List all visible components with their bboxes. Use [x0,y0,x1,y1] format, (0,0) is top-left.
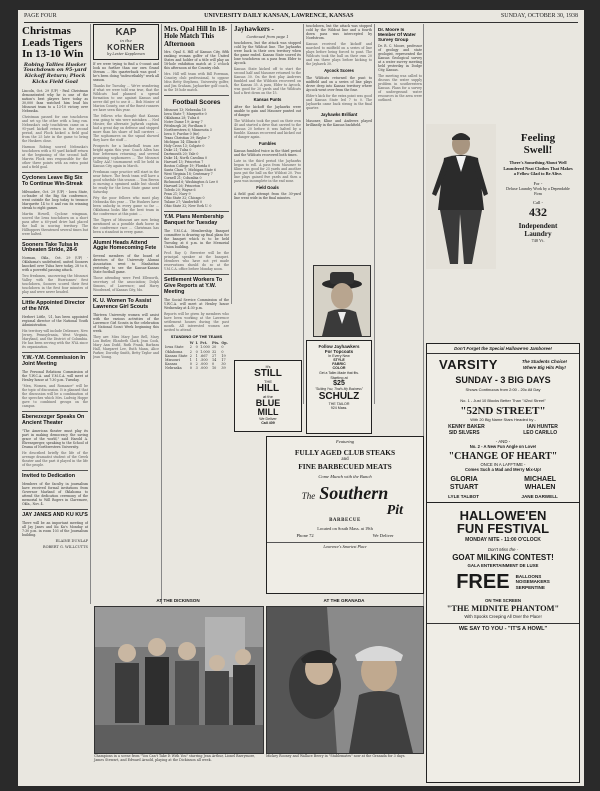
standings-cell: 0 [189,362,192,367]
standings-cell: 0 [195,349,198,354]
varsity-and: - AND - [495,439,511,444]
standings-col-header: L [195,341,199,346]
scouts-lead: Thirteen University women will assist with the various activities of the Lawrence Girl Scouts in the celebration of National Scout Week beginning this week. [93,313,159,334]
column-5: touchdown, but the attack was stopped cold by the Wildcat line and a fourth down pass was intercepted by Nordstrom. Kansas received the kickoff and marched to midfield on a series of line plays before being forced to punt. The Wildcats took the ball on their own 20 and ran three plays before kicking to the Jayhawk 30. Aycock Scores The Wildcats returned the punt to midfield and on a series of line plays drove deep into Kansas territory where Aycock went over from the four. Elder's kick for the extra point was good and Kansas State led 7 to 0. The Jayhawks came back strong in the final quarter. Jayhawks Brilliant Masoner, Kline and Andrews played brilliantly in the Kansas backfield. [306,24,372,128]
brilliant-text: Masoner, Kline and Andrews played brilliantly in the Kansas backfield. [306,119,372,128]
column-6: Dr. Moore Is Member Of Water Survey Group Dr. R. C. Moore, professor of geology and state geologist, represented the Kansas Geological survey at a water survey meeting held yesterday in Dodge City, Kansas. The meeting was called to discuss the water supply problem in southwestern Kansas. Plans for a survey of underground water resources in the area were outlined. [378,27,422,103]
fieldgoals-head: Field Goals [256,184,279,190]
kap-korner-logo [93,24,159,60]
schulz-tailor-ad [306,340,372,434]
laundry-address: 740 Vt. [531,237,545,243]
granada-caption: Mickey Rooney and Wallace Beery in "Stablemates" now at the Granada for 3 days. [266,754,406,758]
varsity-times: Shows Continuous from 2:00 - 20c All Day [465,387,541,392]
varsity-tag2: Where Big Hits Play! [522,364,566,370]
punts-text: After the kickoff the Jayhawks were unable to gain and Masoner punted out of danger. [234,104,301,117]
kap-text: If we were trying to find a 0-count and look no further than our own Grand Stream ... His quarterback was good - he's been doing "indescribably" work all season. [93,61,159,82]
schulz-tagline: "Suiting You, That's My Business" [315,387,363,391]
moore-headline: Dr. Moore Is Member Of Water Survey Group [378,27,416,43]
varsity-film3: "THE MIDNITE PHANTOM" [446,604,560,613]
independent-laundry-ad [498,128,578,338]
fumbles-head: Fumbles [258,140,277,146]
granada-photo [266,606,424,754]
score-line: Ohio State 32; Chicago 0 [164,196,205,201]
score-line: Pittsburgh 26; Fordham 0 [164,124,206,129]
varsity-film2-sub2: Comes Such a Mad and Merry Mix-Up! [464,467,542,472]
standings-cell: 2 [189,353,192,358]
standings-cell: 14 [211,357,217,362]
column-1: Christmas Leads Tigers In 13-10 Win Robing Tallies Husker Touchdown on 95-yard Kickoff Return; Plock Kicks Field Goal Lincoln, Oct. 29 (UP) - Paul Christman demonstrated why he is one of the nation's best players here today as 30,000 fans watched him lead his Missouri team to a 13-10 victory over Nebraska. Christman passed for one touchdown and set up the other with a long run. Nebraska's only touchdown came on a 95-yard kickoff return in the second period, and Plock kicked a field goal from the 25 late in the game to bring the Huskers close. Harmon Robing scored Nebraska's touchdown with a 95 yard kickoff return at the beginning of the second half. Marvin Plock was responsible for the other three points with an extra point and a field goal. Cyclones Leave Big Six To Continue Win-Streak Milwaukee, Oct. 29 (UP) - Iowa State, co-leader of the Big Six conference, went outside the loop today to trounce Marquette 14 to 0 and run its winning streak to eight games. Martin Howell, Cyclone wingman, scored the Iowa touchdown on a short pass after a 60-yard drive had placed the ball in scoring territory. The Hilltoppers threatened several times but were halted. Sooners Take Tulsa In Unbeaten Stride, 28-6 Norman, Okla., Oct. 29 (UP) - Oklahoma's undefeated, united Sooners knocked over Tulsa here today, 28 to 6, with a powerful passing attack. Two freshmen, uncovering the Missouri Valley with the Hurricanes' first touchdown, Sooners scored their first touchdown in the first four minutes of play and were never headed. Little Appointed Director of the NYA Herbert Little, '21, has been appointed regional director of the National Youth Administration. His territory will include Delaware, New Jersey, Pennsylvania, West Virginia, Maryland, and the District of Columbia. He has been serving with the NYA since its organization. Y.W.-Y.M. Commission In Joint Meeting The Personal Relations Commission of the Y.W.C.A. and Y.M.C.A. will meet at Henley house at 7:30 p.m. Tuesday. "Men, Women, and Romance" will be the topic of discussion. It is planned that the discussion will be a combination of the speeches which Mrs. Ludwig Hoppe gave to combined groups on the campus. Ebenezezger Speaks On Ancient Theater "The American theater must play its part in making democracy the saving grace of the world," said Harold A. Ehrensperger, speaking to the School of Drama of Northwestern University. He described briefly the life of the average dramatist student of the Greek theater and the part it played in the life of the people. Invited to Dedication Members of the faculty in journalism have received formal invitations from Governor Marland of Oklahoma to attend the dedication ceremony of the memorial to Will Rogers in Claremore, Okla., Nov. 4. JAY JANES AND KU KU'S There will be an important meeting of all Jay Janes and Ku Ku's Monday at 7:30 p.m. in room 103 of the Journalism building. ELAINE DUNLAP ROBERT G. WILLCUTTS [22,25,88,549]
score-line: Missouri 13; Nebraska 10 [164,108,206,113]
standings-col-header: Pts. [211,341,220,346]
schulz-line5: FABRIC [332,362,346,366]
standings-cell: 0 [221,345,224,350]
kap-title: KAP [115,27,137,38]
score-line: Oklahoma 28; Tulsa 6 [164,116,200,121]
hill-lead: Mrs. Opal S. Hill of Kansas City, fifth ranking woman golfer of the United States and holder of a title will play an 18-hole exhibition match at 2 o'clock this afternoon at the Country club. [164,50,229,71]
southern-phone: Phone 72 [296,533,314,538]
southern-line1: FULLY AGED CLUB STEAKS [294,448,396,457]
standings-cell: 1.000 [200,349,210,354]
southern-pit-ad [266,436,424,594]
punts-head: Kansas Punts [253,97,282,103]
standings-cell: 27 [211,353,217,358]
varsity-star3: SID SILVERS [448,430,480,436]
varsity-free3: SERPENTINE [515,584,545,590]
score-line: Texas Christian 39; Baylor 7 [164,136,210,141]
laundry-model-photo [426,124,496,269]
varsity-film1: "52ND STREET" [460,405,546,417]
standings-cell: 20 [211,345,217,350]
score-line: Santa Clara 7; Michigan State 6 [164,168,216,173]
aycock-text: The Wildcats returned the punt to midfield and on a series of line plays drove deep into Kansas territory where Aycock went over from the four. [306,75,372,92]
standings-col-header: Op. [221,341,228,346]
varsity-top: Don't Forget the Special Hallowe'en Jamboree! [427,344,579,354]
score-line: Michigan 14; Illinois 0 [164,140,201,145]
standings-cell: Kansas [165,362,178,367]
varsity-fest2: FUN FESTIVAL [456,521,550,536]
bluemill-line3: THE [264,379,272,384]
schulz-price: $25 [333,380,345,387]
fieldgoals-text: A field goal attempt from the 30-yard line went wide in the final minutes. [234,192,301,201]
laundry-call: Call - [533,199,543,205]
moore-lead: Dr. R. C. Moore, professor of geology and state geologist, represented the Kansas Geological survey at a water survey meeting held yesterday in Dodge City, Kansas. [378,44,422,73]
standings-cell: Oklahoma [165,349,183,354]
christmas-lead: Lincoln, Oct. 29 (UP) - Paul Christman demonstrated why he is one of the nation's best players here today as 30,000 fans watched him lead his Missouri team to a 13-10 victory over Nebraska. [22,88,88,113]
schulz-line3: In Every New [328,354,350,358]
varsity-free2: NOISEMAKERS [515,579,550,585]
varsity-star6: MICHAEL [524,476,557,483]
standings-cell: 32 [211,349,217,354]
laundry-line3: There's Something About Well Laundered Neat Clothes That Makes a Fellow Glad to Be Alive. [503,160,573,177]
cyclones-headline: Cyclones Leave Big Six To Continue Win-Streak [22,174,83,187]
varsity-free: FREE [456,571,510,593]
score-line: Holy Cross 13; Colgate 0 [164,144,205,149]
standings-cell: .000 [200,366,208,371]
col5-text: touchdown, but the attack was stopped cold by the Wildcat line and a fourth down pass was intercepted by Nordstrom. [306,24,372,40]
score-line: Cornell 21; Columbia 0 [164,176,202,181]
varsity-screen: ON THE SCREEN [484,598,522,603]
settlement-lead: The Social Service Commission of the Y.W.C.A. will meet at Henley house Wednesday at 4:30 p.m. [164,297,229,310]
brilliant-head: Jayhawks Brilliant [320,111,358,117]
varsity-miss: Don't Miss the - [487,547,519,552]
bluemill-line5: at the [262,394,273,399]
standings-cell: 3 [195,366,198,371]
signature-1: ELAINE DUNLAP [55,538,88,543]
column-4: Jayhawkers - Continued from page 1 touchdown, but the attack was stopped cold by the Wildcat line. The Jayhawks were back in their own territory when the game ended. Kansas State scored its lone touchdown on a pass from Elder to Aycock. Kansas State kicked off to start the second half and Masoner returned to the Kansas 30. On the first play Andrews fumbled and the Wildcats recovered on the Kansas 35. A pass, Elder to Aycock, was good for 20 yards and the Wildcats had a first down on the 15. Kansas Punts After the kickoff the Jayhawks were unable to gain and Masoner punted out of danger. The Wildcats took the punt on their own 40 and started a drive that carried to the Kansas 20 before it was halted by a fumble. Kansas recovered and kicked out of danger again. Fumbles Kansas fumbled twice in the third period and the Wildcats recovered both times. Late in the third period the Jayhawks began to roll. A pass from Masoner to Kline was good for 25 yards and another pass put the ball on the Wildcat 20. Two line plays gained five yards and then a pass was incomplete in the end zone. Field Goals A field goal attempt from the 30-yard line went wide in the final minutes. [234,25,301,201]
settlement-headline: Settlement Workers To Give Reports at Y.W. Meeting [164,276,223,295]
laundry-line5: Deluxe Laundry Work by a Dependable Firm [506,185,570,196]
southern-name2: Southern [319,483,389,503]
hill-headline: Mrs. Opal Hill In 18-Hole Match This Afternoon [164,25,228,48]
sooners-lead: Norman, Okla., Oct. 29 (UP) - Oklahoma's undefeated, united Sooners knocked over Tulsa here today, 28 to 6, with a powerful passing attack. [22,256,88,273]
standings-cell: 1 [189,357,192,362]
newspaper-page [18,10,584,786]
bluemill-line9: Call 409 [261,421,275,425]
schulz-sub1: THE TAILOR [328,402,350,406]
ehrensperger-headline: Ebenezezger Speaks On Ancient Theater [22,414,85,427]
varsity-tag1: The Students Choice! [521,358,567,364]
varsity-days: SUNDAY - 3 BIG DAYS [455,375,551,385]
score-line: Iowa 0; Purdue 0 (tie) [164,132,200,137]
standings-cell: 0 [211,362,215,367]
standings-row [164,366,229,370]
kap-in-the: in the [120,38,132,43]
standings-cell: 2 [195,362,198,367]
varsity-film1-sub: With 20 Big Name Stars Headed by - [470,417,536,422]
standings-table [164,341,229,370]
score-line: Harvard 26; Princeton 7 [164,184,204,189]
varsity-gala: GALA ENTERTAINMENT DE LUXE [467,563,539,568]
score-line: Toledo 20; Wayne 6 [164,188,196,193]
schulz-name: SCHULZ [318,391,360,402]
jayjanes-lead: There will be an important meeting of all Jay Janes and Ku Ku's Monday at 7:30 p.m. in room 103 of the Journalism building. [22,520,88,537]
sooners-headline: Sooners Take Tulsa In Unbeaten Stride, 28-6 [22,241,79,254]
cyclones-lead: Milwaukee, Oct. 29 (UP) - Iowa State, co-leader of the Big Six conference, went outside the loop today to trounce Marquette 14 to 0 and run its winning streak to eight games. [22,189,88,210]
standings-cell: Nebraska [165,366,182,371]
varsity-star8: WHALEN [524,484,556,491]
varsity-no2: No. 2 - A New Fun Angle on Love! [469,444,537,449]
dickinson-label: AT THE DICKINSON [156,598,200,603]
score-line: Duke 14; North Carolina 0 [164,156,207,161]
standings-cell: 0 [189,366,192,371]
score-line: Boston College 19; Florida 0 [164,164,211,169]
varsity-goat: GOAT MILKING CONTEST! [452,553,554,562]
score-line: West Virginia 18; Centenary 7 [164,172,213,177]
score-line: Notre Dame 19; Army 7 [164,120,203,125]
standings-cell: Missouri [165,357,180,362]
aycock-head: Aycock Scores [324,68,354,73]
varsity-no1: No. 1 - Just 10 Blocks Better Than "42nd Street" [460,398,546,403]
southern-name3: Pit [386,503,403,518]
score-line: Ohio State 32; New York U. 0 [164,204,212,209]
varsity-free1: BALLOONS [515,573,542,579]
schulz-line1: Follow Jayhawkers [318,344,360,349]
kap-korner: KORNER [107,43,145,52]
score-line: Harvard 13; Princeton 7 [164,160,204,165]
dickinson-caption: Champions in a scene from "You Can't Take It With You" starring Jean Arthur, Lionel Barrymore, James Stewart, and Edward Arnold, playing at the Dickinson all week. [94,754,256,762]
score-line: Tulane 27; Vanderbilt 0 [164,200,203,205]
varsity-film2: "CHANGE OF HEART" [448,451,558,462]
standings-cell: Iowa State [165,345,184,350]
standings-cell: 0 [221,349,224,354]
ehrensperger-lead: "The American theater must play its part in making democracy the saving grace of the world," said Harold A. Ehrensperger, speaking to the School of Drama of Northwestern University. [22,429,88,450]
varsity-footer: WE SAY TO YOU - "IT'S A HOWL" [427,623,579,632]
varsity-fest-time: MONDAY NITE - 11:00 O'CLOCK [465,537,541,543]
issue-date: SUNDAY, OCTOBER 30, 1938 [500,13,578,19]
schulz-line8: Starting at [330,376,348,380]
southern-name1: The [301,491,316,501]
scores-headline: Football Scores [172,99,221,107]
bluemill-line7: MILL [257,407,279,417]
schulz-line7: Get a Taller-Made that fits. [319,371,359,375]
ym-lead: The Y.M.C.A. Membership Banquet committee is drawing up final plans for the banquet which is to be held Tuesday, at 6 p.m. in the Memorial Union building. [164,228,229,249]
laundry-feeling: Feeling [520,132,556,144]
standings-cell: Kansas State [165,353,188,358]
schulz-line2: For Topcoats [324,349,354,354]
standings-cell: .000 [200,362,208,367]
page-header [24,13,578,23]
dedication-lead: Members of the faculty in journalism have received formal invitations from Governor Marland of Oklahoma to attend the dedication ceremony of the memorial to Will Rogers in Claremore, Okla., Nov. 4. [22,481,88,506]
varsity-theater-ad [426,343,580,783]
christmas-subhead: Robing Tallies Husker Touchdown on 95-yard Kickoff Return; Plock Kicks Field Goal [23,61,87,85]
masthead: UNIVERSITY DAILY KANSAN, LAWRENCE, KANSAS [204,13,354,19]
dickinson-photo [94,606,264,754]
kap-byline: by Lester Kappleman [107,52,145,56]
schulz-line4: STYLE [333,358,345,362]
standings-cell: 1.000 [200,345,210,350]
jayjanes-headline: JAY JANES AND KU KU'S [22,511,88,518]
score-line: Richmond 6; Washington & Lee 0 [164,180,219,185]
laundry-name2: Laundry [524,229,552,238]
varsity-name: VARSITY [438,357,498,372]
standings-cell: 30 [221,362,226,367]
southern-line2: and [341,457,349,462]
alumni-lead: Several members of the board of directors of the University Alumni Association went to Manhattan yesterday to see the Kansas-Kansas State football game. [93,254,159,275]
score-line: Iowa State 7; Marquette 0 [164,112,207,117]
granada-label: AT THE GRANADA [323,598,365,603]
standings-cell: 2 [189,349,192,354]
laundry-number: 432 [529,204,547,219]
varsity-star10: JANE DARWELL [521,494,558,499]
alumni-headline: Alumni Heads Attend Aggie Homecoming Fete [93,239,157,252]
scores-list [164,108,229,208]
standings-col-header: W [189,341,194,346]
standings-cell: 1 [195,353,198,358]
score-line: Duke 21; Tulsa 0 [164,148,192,153]
standings-cell: 10 [211,366,217,371]
laundry-name1: Independent [518,221,558,230]
christmas-headline: Christmas Leads Tigers In 13-10 Win [22,25,84,61]
laundry-swell: Swell! [523,144,553,156]
little-lead: Herbert Little, '21, has been appointed regional director of the National Youth Administration. [22,315,88,328]
bluemill-line1: It's [265,364,271,369]
varsity-star2: IAN HUNTER [527,424,558,430]
score-line: Penn 21; Navy 9 [164,192,191,197]
southern-featuring: Featuring [336,439,354,444]
southern-footer: Lawrence's Smartest Place [267,542,423,549]
southern-address: Located on South Mass. at 19th [317,526,373,531]
standings-cell: 2 [189,345,192,350]
standings-cell: 0 [195,345,198,350]
schulz-sub2: 924 Mass. [330,406,348,410]
fumbles-text: Kansas fumbled twice in the third period and the Wildcats recovered both times. [234,148,301,157]
laundry-for: For - [533,180,543,186]
standings-col-header: Pct. [200,341,208,346]
jayhawkers-text: touchdown, but the attack was stopped cold by the Wildcat line. The Jayhawks were back in their own territory when the game ended. Kansas State scored its lone touchdown on a pass from Elder to Aycock. [234,41,301,66]
varsity-star5: GLORIA [450,476,478,483]
page-label: PAGE FOUR [24,13,57,19]
standings-cell: 17 [221,357,226,362]
bluemill-line6: BLUE [255,398,281,408]
ywym-lead: The Personal Relations Commission of the Y.W.C.A. and Y.M.C.A. will meet at Henley house at 7:30 p.m. Tuesday. [22,370,88,383]
score-line: Northwestern 6; Minnesota 3 [164,128,212,133]
standings-cell: 1 [195,357,198,362]
standings-cell: .667 [200,353,208,358]
varsity-fest1: HALLOWE'EN [459,508,547,523]
score-line: Dartmouth 20; Yale 0 [164,152,199,157]
ym-headline: Y.M. Plans Membership Banquet for Tuesday [164,214,224,227]
southern-line4: Come Munch with the Bunch [318,474,372,479]
standings-cell: 19 [221,353,226,358]
varsity-film2-sub1: ONCE IN A LAFFTIME - [480,462,526,467]
varsity-star1: KENNY BAKER [448,424,485,430]
varsity-star7: STUART [449,484,479,491]
bluemill-line2: STILL [254,368,282,379]
column-3: Mrs. Opal Hill In 18-Hole Match This Afternoon Mrs. Opal S. Hill of Kansas City, fifth ranking woman golfer of the United States and holder of a title will play an 18-hole exhibition match at 2 o'clock this afternoon at the Country club. Mrs. Hill will team with Bill Foreman, Country club professional, to oppose Miss Betty Stephens, University golfer, and Jim Graham, Jayhawker golf coach, in the 18 hole match. Football Scores Missouri 13; Nebraska 10 Iowa State 7; Marquette 0 Oklahoma 28; Tulsa 6 Notre Dame 19; Army 7 Pittsburgh 26; Fordham 0 Northwestern 6; Minnesota 3 Iowa 0; Purdue 0 (tie) Texas Christian 39; Baylor 7 Michigan 14; Illinois 0 Holy Cross 13; Colgate 0 Duke 21; Tulsa 0 Dartmouth 20; Yale 0 Duke 14; North Carolina 0 Harvard 13; Princeton 7 Boston College 19; Florida 0 Santa Clara 7; Michigan State 6 West Virginia 18; Centenary 7 Cornell 21; Columbia 0 Richmond 6; Washington & Lee 0 Harvard 26; Princeton 7 Toledo 20; Wayne 6 Penn 21; Navy 9 Ohio State 32; Chicago 0 Tulane 27; Vanderbilt 0 Ohio State 32; New York U. 0 Y.M. Plans Membership Banquet for Tuesday The Y.M.C.A. Membership Banquet committee is drawing up final plans for the banquet which is to be held Tuesday, at 6 p.m. in the Memorial Union building. Prof. Ray Q. Brewster will be the principal speaker at the banquet. Members who have not yet made reservations should do so at the Y.M.C.A. office before Monday noon. Settlement Workers To Give Reports at Y.W. Meeting The Social Service Commission of the Y.W.C.A. will meet at Henley house Wednesday at 4:30 p.m. Reports will be given by members who have been working at the Lawrence settlement houses during the past month. All interested women are invited to attend. STANDING OF THE TEAMS W L Pct. Pts. Op. Iowa State 2 0 1.000 20 0 Oklahoma 2 0 1.000 32 0 Kansas State 2 1 .667 27 19 Missouri 1 1 .500 14 17 Kansas 0 2 .000 0 30 Nebraska 0 3 .000 10 39 [164,25,229,371]
southern-deliver: We Deliver [372,533,394,538]
jayhawkers-continued: Continued from page 1 [246,35,289,40]
standings-headline: STANDING OF THE TEAMS [170,333,223,339]
varsity-star9: LYLE TALBOT [448,494,480,499]
little-headline: Little Appointed Director of the NYA [22,300,85,313]
column-2: KAP in the KORNER by Lester Kappleman If we were trying to find a 0-count and look no further than our own Grand Stream ... His quarterback was good - he's been doing "indescribably" work all season. Thanks for Tuesday ... We're wondering if what we were told was true, that the Wildcats had planned a spread formation to use against Kansas and never did get to use it ... Bob Mosier of Marion County, one of the finest runners we have seen this year. The fellows who thought that Kansas was going to win were mistaken ... Ned Mosier, the alternate Jayhawk captain, had a great day on defense and stopped more than his share of ball carriers ... The sophomores on the squad showed they have the stuff ... Prospects for a basketball team are bright again this year. Coach Allen has four lettermen returning, and several promising sophomores ... The Missouri Valley AAU tournament will be held in Kansas City again in March. Freshman cage practice will start in the near future. The frosh team will have a good schedule this season ... Tom Brown is nursing a sprained ankle but should be ready for the Iowa State game next Saturday. Pity the poor fellows who must play Nebraska this year ... The Huskers have been unlucky in every game so far ... Oklahoma looks like the best team in the conference at this point ... The Tigers of Missouri are now being mentioned as a possible dark horse in the conference race ... Christman has been a standout in every game. Alumni Heads Attend Aggie Homecoming Fete Several members of the board of directors of the University Alumni Association went to Manhattan yesterday to see the Kansas-Kansas State football game. Those attending were Fred Ellsworth, secretary of the association; Dolph Simons, of Lawrence; and Harry Woodward, of Kansas City, Mo. K. U. Women To Assist Lawrence Girl Scouts Thirteen University women will assist with the various activities of the Lawrence Girl Scouts in the celebration of National Scout Week beginning this week. They are: Miss Mary Jane Bell, Mary Lou Butler, Elizabeth Clark, Jean Cook, Mary Ann Dodd, Ruth Frank, Barbara Hall, Margaret Lee, Ruth Mann, Alice Parker, Dorothy Smith, Betty Taylor and Jean Young. [93,24,159,604]
bluemill-line8: We Deliver [259,417,277,421]
jayhawkers-headline: Jayhawkers - [234,25,274,33]
portrait-photo [313,265,371,337]
southern-line3: FINE BARBECUED MEATS [298,462,392,471]
signature-2: ROBERT G. WILLCUTTS [42,544,88,549]
dedication-headline: Invited to Dedication [22,473,76,480]
varsity-film3-sub: With Spooks Creeping All Over the Place! [464,614,542,619]
scouts-headline: K. U. Women To Assist Lawrence Girl Scouts [93,298,152,311]
bluemill-line4: HILL [256,383,280,394]
standings-cell: .500 [200,357,208,362]
varsity-star4: LEO CARILLO [523,430,558,436]
blue-mill-ad [234,360,302,432]
southern-sub: BARBECUE [329,518,361,523]
standings-cell: 39 [221,366,226,371]
ywym-headline: Y.W.-Y.M. Commission In Joint Meeting [22,355,86,368]
schulz-line6: COLOR [332,366,346,370]
